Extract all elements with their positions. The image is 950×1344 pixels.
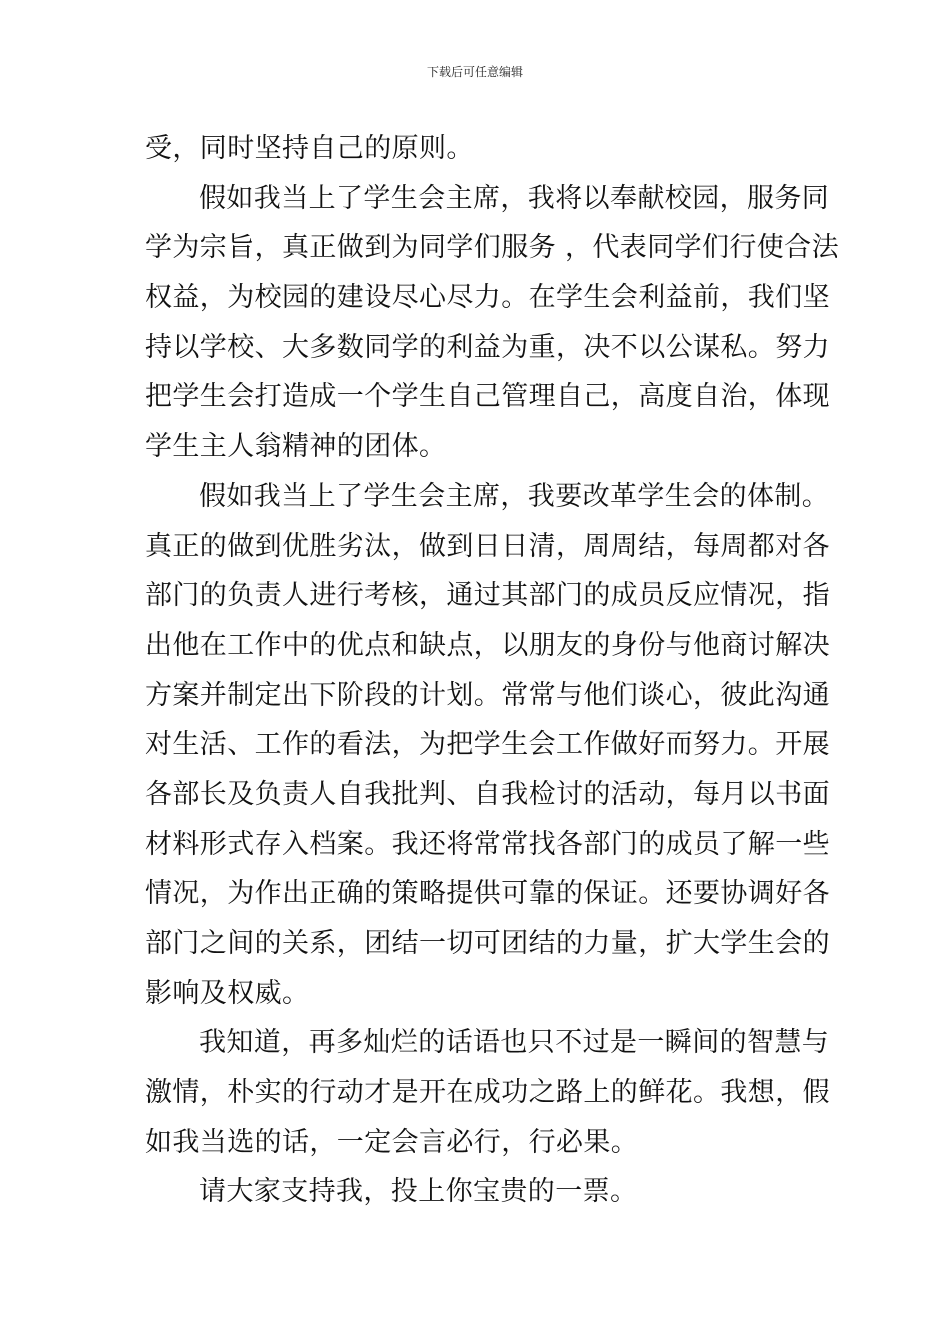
text-line: 方案并制定出下阶段的计划。常常与他们谈心，彼此沟通	[145, 679, 830, 711]
text-line: 对生活、工作的看法，为把学生会工作做好而努力。开展	[145, 729, 830, 761]
text-line: 部门的负责人进行考核，通过其部门的成员反应情况，指	[145, 580, 830, 612]
text-line: 材料形式存入档案。我还将常常找各部门的成员了解一些	[145, 828, 830, 860]
text-line: 假如我当上了学生会主席，我将以奉献校园，服务同	[199, 182, 830, 214]
text-line: 假如我当上了学生会主席，我要改革学生会的体制。	[199, 480, 830, 512]
text-line: 各部长及负责人自我批判、自我检讨的活动，每月以书面	[145, 778, 830, 810]
text-line: 学为宗旨，真正做到为同学们服务 ，代表同学们行使合法	[145, 232, 839, 264]
document-body	[145, 124, 839, 1217]
text-line: 权益，为校园的建设尽心尽力。在学生会利益前，我们坚	[145, 282, 830, 314]
text-line: 影响及权威。	[145, 977, 310, 1009]
text-line: 激情，朴实的行动才是开在成功之路上的鲜花。我想，假	[145, 1077, 830, 1109]
text-line: 出他在工作中的优点和缺点，以朋友的身份与他商讨解决	[145, 629, 830, 661]
text-line: 部门之间的关系，团结一切可团结的力量，扩大学生会的	[145, 928, 830, 959]
page-header: 下载后可任意编辑	[426, 65, 523, 79]
text-line: 真正的做到优胜劣汰，做到日日清，周周结，每周都对各	[145, 530, 830, 562]
text-line: 把学生会打造成一个学生自己管理自己，高度自治，体现	[145, 381, 830, 413]
text-line: 持以学校、大多数同学的利益为重，决不以公谋私。努力	[145, 331, 830, 363]
text-line: 请大家支持我，投上你宝贵的一票。	[199, 1176, 638, 1208]
text-line: 我知道，再多灿烂的话语也只不过是一瞬间的智慧与	[199, 1027, 830, 1059]
text-line: 如我当选的话，一定会言必行，行必果。	[145, 1126, 639, 1158]
text-line: 受，同时坚持自己的原则。	[145, 133, 474, 164]
text-line: 学生主人翁精神的团体。	[145, 431, 447, 463]
text-line: 情况，为作出正确的策略提供可靠的保证。还要协调好各	[145, 878, 830, 910]
